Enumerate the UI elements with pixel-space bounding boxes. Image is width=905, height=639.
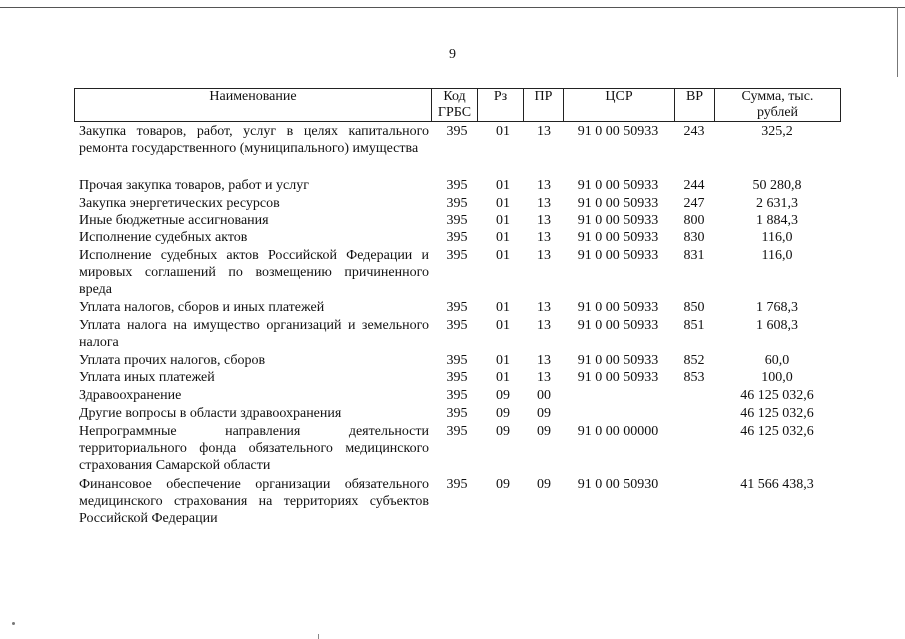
cell-kod: 395 [446,318,468,333]
cell-sum: 100,0 [761,370,793,385]
cell-kod: 395 [446,196,468,211]
cell-rz: 01 [496,353,510,368]
cell-vr: 243 [683,124,705,139]
cell-sum: 116,0 [761,230,793,245]
cell-sum: 50 280,8 [752,178,802,193]
cell-name: Исполнение судебных актов Российской Федерации и мировых соглашений по возмещению причиненного вреда [79,248,429,297]
cell-csr: 91 0 00 50933 [577,353,659,368]
cell-rz: 01 [496,248,510,263]
scan-speck [12,622,15,625]
cell-pr: 13 [537,300,551,315]
header-pr: ПР [523,88,564,122]
cell-pr: 13 [537,230,551,245]
cell-pr: 00 [537,388,551,403]
cell-name: Уплата прочих налогов, сборов [79,353,266,368]
cell-pr: 09 [537,477,551,492]
cell-sum: 60,0 [764,353,790,368]
cell-vr: 850 [683,300,705,315]
scan-top-edge-line [0,7,905,8]
cell-pr: 13 [537,178,551,193]
cell-vr: 852 [683,353,705,368]
cell-kod: 395 [446,124,468,139]
cell-rz: 09 [496,406,510,421]
cell-name: Здравоохранение [79,388,182,403]
cell-csr: 91 0 00 50933 [577,178,659,193]
header-name: Наименование [74,88,432,122]
cell-csr: 91 0 00 00000 [577,424,659,439]
header-sum-line1: Сумма, тыс. [741,89,814,104]
cell-rz: 01 [496,300,510,315]
cell-vr: 851 [683,318,705,333]
cell-pr: 13 [537,124,551,139]
cell-name: Исполнение судебных актов [79,230,248,245]
cell-name: Закупка энергетических ресурсов [79,196,280,211]
header-kod-grbs [431,88,478,122]
cell-csr: 91 0 00 50933 [577,196,659,211]
cell-csr: 91 0 00 50933 [577,300,659,315]
cell-pr: 13 [537,248,551,263]
cell-pr: 13 [537,213,551,228]
cell-kod: 395 [446,424,468,439]
cell-name: Прочая закупка товаров, работ и услуг [79,178,309,193]
cell-rz: 01 [496,213,510,228]
cell-rz: 09 [496,477,510,492]
cell-vr: 800 [683,213,705,228]
cell-sum: 1 768,3 [756,300,798,315]
cell-pr: 13 [537,370,551,385]
cell-vr: 244 [683,178,705,193]
cell-name: Уплата налогов, сборов и иных платежей [79,300,325,315]
cell-rz: 09 [496,388,510,403]
cell-sum: 116,0 [761,248,793,263]
cell-vr: 830 [683,230,705,245]
cell-pr: 09 [537,406,551,421]
cell-kod: 395 [446,178,468,193]
cell-kod: 395 [446,300,468,315]
cell-sum: 325,2 [761,124,793,139]
cell-csr: 91 0 00 50933 [577,213,659,228]
cell-name: Иные бюджетные ассигнования [79,213,269,228]
cell-rz: 09 [496,424,510,439]
cell-sum: 46 125 032,6 [740,388,814,403]
cell-pr: 13 [537,196,551,211]
cell-csr: 91 0 00 50933 [577,370,659,385]
header-kod-line1: Код [443,89,466,104]
header-rz: Рз [477,88,524,122]
cell-sum: 46 125 032,6 [740,406,814,421]
cell-pr: 13 [537,353,551,368]
cell-rz: 01 [496,318,510,333]
cell-kod: 395 [446,477,468,492]
cell-sum: 46 125 032,6 [740,424,814,439]
cell-rz: 01 [496,124,510,139]
scan-bottom-tick [318,634,319,639]
cell-rz: 01 [496,370,510,385]
scan-right-edge-line [897,7,898,77]
cell-sum: 1 608,3 [756,318,798,333]
cell-name: Непрограммные направления деятельности территориального фонда обязательного медицинского страхования Самарской области [79,424,429,473]
cell-sum: 41 566 438,3 [740,477,814,492]
cell-rz: 01 [496,196,510,211]
cell-name: Другие вопросы в области здравоохранения [79,406,342,421]
cell-csr: 91 0 00 50933 [577,248,659,263]
cell-name: Закупка товаров, работ, услуг в целях капитального ремонта государственного (муниципального) имущества [79,124,429,156]
cell-pr: 13 [537,318,551,333]
cell-rz: 01 [496,230,510,245]
cell-kod: 395 [446,230,468,245]
header-csr: ЦСР [563,88,675,122]
cell-csr: 91 0 00 50933 [577,230,659,245]
header-sum [714,88,841,122]
cell-sum: 1 884,3 [756,213,798,228]
cell-rz: 01 [496,178,510,193]
cell-csr: 91 0 00 50933 [577,318,659,333]
header-kod-line2: ГРБС [437,105,472,120]
header-vr: ВР [674,88,715,122]
cell-kod: 395 [446,353,468,368]
cell-kod: 395 [446,406,468,421]
cell-name: Финансовое обеспечение организации обязательного медицинского страхования на территориях субъектов Российской Федерации [79,477,429,526]
cell-csr: 91 0 00 50930 [577,477,659,492]
cell-kod: 395 [446,388,468,403]
cell-pr: 09 [537,424,551,439]
cell-sum: 2 631,3 [756,196,798,211]
cell-vr: 831 [683,248,705,263]
header-sum-line2: рублей [756,105,799,120]
cell-name: Уплата иных платежей [79,370,215,385]
page-number: 9 [449,47,456,62]
cell-vr: 247 [683,196,705,211]
cell-name: Уплата налога на имущество организаций и земельного налога [79,318,429,350]
cell-kod: 395 [446,248,468,263]
cell-kod: 395 [446,213,468,228]
cell-csr: 91 0 00 50933 [577,124,659,139]
cell-vr: 853 [683,370,705,385]
cell-kod: 395 [446,370,468,385]
